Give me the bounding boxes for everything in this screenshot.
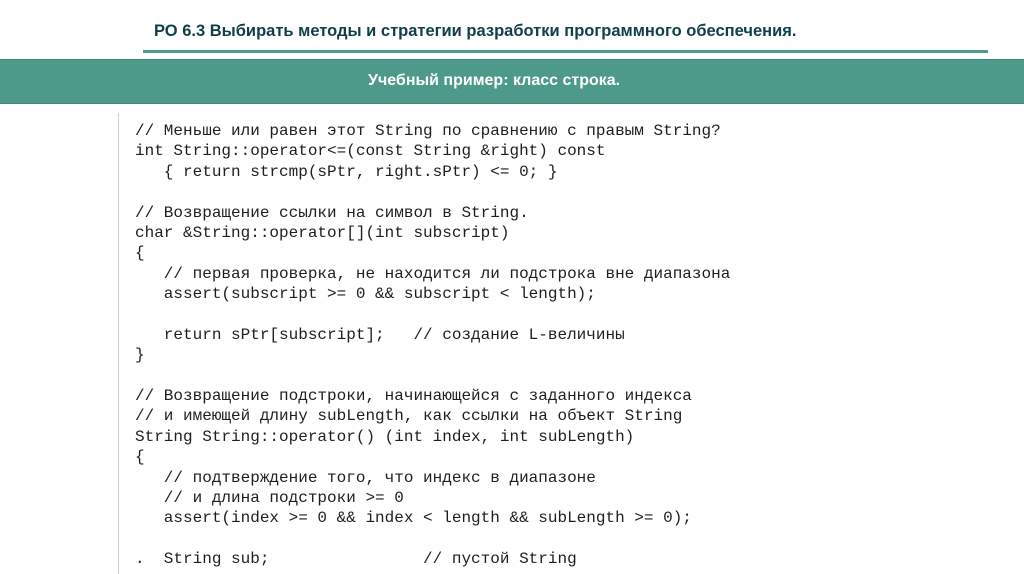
code-line: return sPtr[subscript]; // создание L-величины xyxy=(135,325,625,344)
code-line xyxy=(135,529,730,549)
code-line: // и имеющей длину subLength, как ссылки на объект String xyxy=(135,407,683,426)
code-line: String String::operator() (int index, int subLength) xyxy=(135,427,635,446)
code-line: // первая проверка, не находится ли подстрока вне диапазона xyxy=(135,264,731,283)
code-line: . String sub; // пустой String xyxy=(135,550,577,569)
code-line: char &String::operator[](int subscript) xyxy=(135,223,510,242)
code-line: { return strcmp(sPtr, right.sPtr) <= 0; } xyxy=(135,162,558,181)
code-line: } xyxy=(135,346,145,365)
code-line xyxy=(135,366,730,386)
code-line: assert(index >= 0 && index < length && subLength >= 0); xyxy=(135,509,692,528)
code-listing xyxy=(118,113,989,574)
section-banner xyxy=(0,59,1024,104)
code-block xyxy=(135,121,730,570)
code-line: int String::operator<=(const String &right) const xyxy=(135,142,606,161)
code-line: // подтверждение того, что индекс в диапазоне xyxy=(135,468,596,487)
code-line xyxy=(135,182,730,202)
code-line: // и длина подстроки >= 0 xyxy=(135,489,404,508)
code-line: { xyxy=(135,448,145,467)
code-line: { xyxy=(135,244,145,263)
code-line: assert(subscript >= 0 && subscript < length); xyxy=(135,285,596,304)
code-line: // Возвращение ссылки на символ в String. xyxy=(135,203,529,222)
code-line: // Меньше или равен этот String по сравнению с правым String? xyxy=(135,122,721,140)
code-line xyxy=(135,305,730,325)
slide-title: РО 6.3 Выбирать методы и стратегии разработки программного обеспечения. xyxy=(154,22,797,40)
code-line: // Возвращение подстроки, начинающейся с заданного индекса xyxy=(135,387,692,406)
banner-text: Учебный пример: класс строка. xyxy=(368,72,621,89)
title-underline xyxy=(143,50,988,53)
